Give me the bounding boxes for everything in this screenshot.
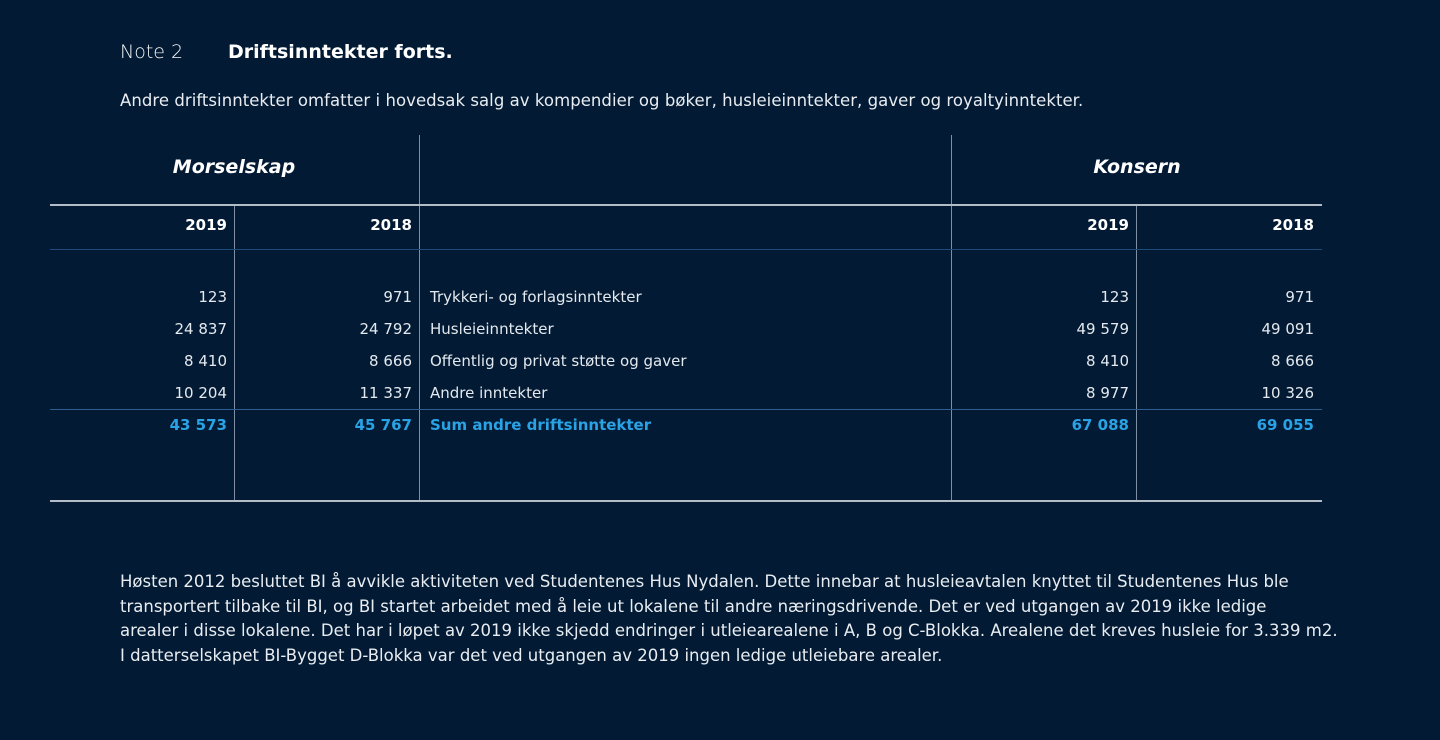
cell-konsern-2018: 971 [1285,288,1314,306]
total-label: Sum andre driftsinntekter [430,416,652,434]
table-total-rule [50,409,1322,410]
table-header-rule [50,204,1322,206]
year-header-morselskap-2019: 2019 [185,216,227,234]
total-morselskap-2018: 45 767 [354,416,412,434]
cell-morselskap-2018: 971 [383,288,412,306]
cell-konsern-2018: 49 091 [1261,320,1314,338]
cell-konsern-2019: 49 579 [1076,320,1129,338]
row-label: Trykkeri- og forlagsinntekter [430,288,642,306]
table-bottom-rule [50,500,1322,502]
paragraph-line: Høsten 2012 besluttet BI å avvikle aktiviteten ved Studentenes Hus Nydalen. Dette innebar at husleieavtalen knyttet til Studentenes Hus ble [120,572,1289,591]
cell-morselskap-2019: 24 837 [174,320,227,338]
cell-morselskap-2019: 10 204 [174,384,227,402]
cell-konsern-2019: 8 977 [1086,384,1129,402]
group-heading-morselskap: Morselskap [172,156,296,178]
cell-morselskap-2019: 123 [198,288,227,306]
cell-konsern-2019: 8 410 [1086,352,1129,370]
year-header-morselskap-2018: 2018 [370,216,412,234]
total-konsern-2018: 69 055 [1256,416,1314,434]
intro-text: Andre driftsinntekter omfatter i hovedsak salg av kompendier og bøker, husleieinntekter, gaver og royaltyinntekter. [120,91,1084,110]
row-label: Andre inntekter [430,384,548,402]
group-heading-konsern: Konsern [1093,156,1181,178]
cell-morselskap-2018: 11 337 [359,384,412,402]
paragraph-line: arealer i disse lokalene. Det har i løpet av 2019 ikke skjedd endringer i utleiearealene i A, B og C-Blokka. Arealene det kreves husleie for 3.339 m2. [120,621,1338,640]
cell-morselskap-2018: 8 666 [369,352,412,370]
explanation-paragraph [120,570,1338,668]
cell-konsern-2018: 10 326 [1261,384,1314,402]
total-morselskap-2019: 43 573 [169,416,227,434]
paragraph-line: transportert tilbake til BI, og BI startet arbeidet med å leie ut lokalene til andre næringsdrivende. Det er ved utgangen av 2019 ikke ledige [120,596,1267,616]
paragraph-line: I datterselskapet BI-Bygget D-Blokka var det ved utgangen av 2019 ingen ledige utleiebare arealer. [120,645,943,665]
table-divider [419,135,420,501]
table-divider [951,135,952,501]
cell-konsern-2018: 8 666 [1271,352,1314,370]
year-header-konsern-2019: 2019 [1087,216,1129,234]
note-label: Note 2 [120,41,184,63]
total-konsern-2019: 67 088 [1071,416,1129,434]
cell-konsern-2019: 123 [1100,288,1129,306]
row-label: Husleieinntekter [430,320,554,338]
row-label: Offentlig og privat støtte og gaver [430,352,687,370]
note-title: Driftsinntekter forts. [228,41,453,63]
cell-morselskap-2019: 8 410 [184,352,227,370]
cell-morselskap-2018: 24 792 [359,320,412,338]
year-header-konsern-2018: 2018 [1272,216,1314,234]
table-year-rule [50,249,1322,250]
